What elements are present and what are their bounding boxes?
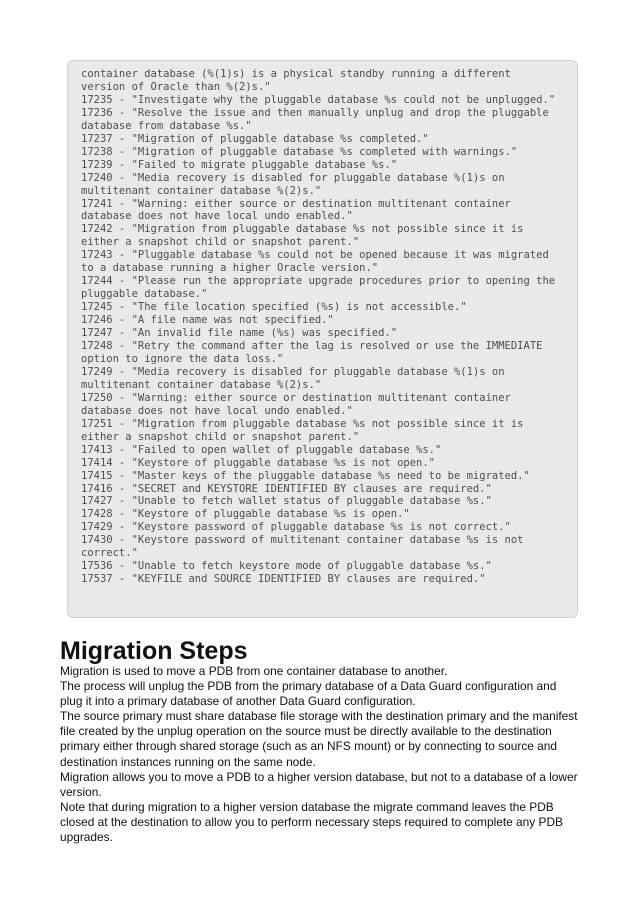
- code-line: 17247 - "An invalid file name (%s) was specified.": [81, 327, 398, 340]
- code-line: 17245 - "The file location specified (%s) is not accessible.": [81, 301, 467, 314]
- code-line: database does not have local undo enabled.": [81, 404, 353, 417]
- code-line: 17242 - "Migration from pluggable database %s not possible since it is: [81, 223, 524, 236]
- code-line: 17251 - "Migration from pluggable database %s not possible since it is: [81, 417, 524, 430]
- paragraph: The process will unplug the PDB from the primary database of a Data Guard configuration and plug it into a primary database of another Data Guard configuration.: [60, 679, 557, 709]
- code-line: 17246 - "A file name was not specified.": [81, 314, 334, 327]
- code-line: 17427 - "Unable to fetch wallet status of pluggable database %s.": [81, 495, 492, 508]
- code-line: 17237 - "Migration of pluggable database %s completed.": [81, 132, 429, 145]
- code-line: 17536 - "Unable to fetch keystore mode of pluggable database %s.": [81, 560, 492, 573]
- paragraph: Migration is used to move a PDB from one container database to another.: [60, 664, 448, 678]
- code-line: option to ignore the data loss.": [81, 352, 284, 365]
- code-line: 17430 - "Keystore password of multitenant container database %s is not: [81, 534, 524, 547]
- paragraph: The source primary must share database file storage with the destination primary and the manifest file created by the unplug operation on the source must be directly available to the destination primary either through shared storage (such as an NFS mount) or by connecting to source and destination instances running on the same node.: [60, 709, 578, 769]
- code-line: database does not have local undo enabled.": [81, 210, 353, 223]
- code-line: 17235 - "Investigate why the pluggable database %s could not be unplugged.": [81, 93, 556, 106]
- code-line: 17429 - "Keystore password of pluggable database %s is not correct.": [81, 521, 511, 534]
- code-line: 17415 - "Master keys of the pluggable database %s need to be migrated.": [81, 469, 530, 482]
- code-line: 17414 - "Keystore of pluggable database %s is not open.": [81, 456, 436, 469]
- code-lines: [81, 68, 555, 586]
- code-line: 17238 - "Migration of pluggable database %s completed with warnings.": [81, 145, 518, 158]
- code-line: 17244 - "Please run the appropriate upgrade procedures prior to opening the: [81, 275, 556, 288]
- code-line: 17537 - "KEYFILE and SOURCE IDENTIFIED BY clauses are required.": [81, 573, 486, 586]
- code-line: 17416 - "SECRET and KEYSTORE IDENTIFIED BY clauses are required.": [81, 482, 492, 495]
- code-line: 17240 - "Media recovery is disabled for pluggable database %(1)s on: [81, 171, 505, 184]
- code-line: 17428 - "Keystore of pluggable database %s is open.": [81, 508, 410, 521]
- code-line: version of Oracle than %(2)s.": [81, 80, 271, 93]
- code-line: either a snapshot child or snapshot parent.": [81, 236, 360, 249]
- code-line: 17236 - "Resolve the issue and then manually unplug and drop the pluggable: [81, 106, 549, 119]
- code-line: multitenant container database %(2)s.": [81, 378, 322, 391]
- code-line: 17250 - "Warning: either source or destination multitenant container: [81, 391, 511, 404]
- paragraph: Note that during migration to a higher version database the migrate command leaves the PDB closed at the destination to allow you to perform necessary steps required to complete any PDB upgrades.: [60, 799, 563, 845]
- code-line: 17241 - "Warning: either source or destination multitenant container: [81, 197, 511, 210]
- paragraph: Migration allows you to move a PDB to a higher version database, but not to a database of a lower version.: [60, 769, 578, 799]
- code-line: to a database running a higher Oracle version.": [81, 262, 379, 275]
- code-line: database from database %s.": [81, 119, 252, 132]
- code-line: container database (%(1)s) is a physical standby running a different: [81, 68, 511, 80]
- migration-steps-section: [60, 638, 580, 845]
- code-line: 17249 - "Media recovery is disabled for pluggable database %(1)s on: [81, 365, 505, 378]
- code-line: 17248 - "Retry the command after the lag is resolved or use the IMMEDIATE: [81, 340, 543, 353]
- code-line: correct.": [81, 547, 138, 560]
- code-line: pluggable database.": [81, 288, 208, 301]
- code-line: either a snapshot child or snapshot parent.": [81, 430, 360, 443]
- code-line: 17243 - "Pluggable database %s could not be opened because it was migrated: [81, 249, 549, 262]
- code-line: multitenant container database %(2)s.": [81, 184, 322, 197]
- section-heading: Migration Steps: [60, 637, 248, 665]
- code-line: 17413 - "Failed to open wallet of pluggable database %s.": [81, 443, 442, 456]
- code-line: 17239 - "Failed to migrate pluggable database %s.": [81, 158, 398, 171]
- code-block: [67, 60, 578, 618]
